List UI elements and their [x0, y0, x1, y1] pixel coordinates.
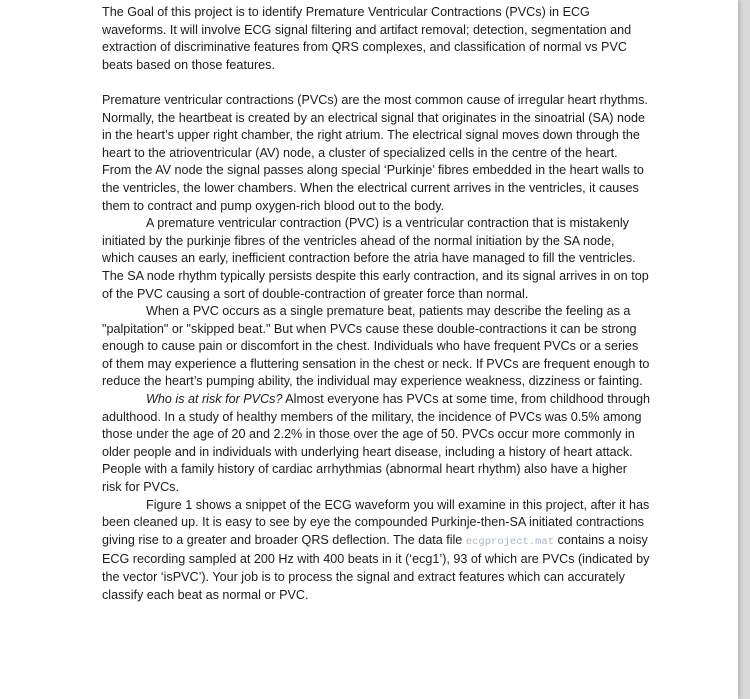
risk-text: Almost everyone has PVCs at some time, from childhood through adulthood. In a study of healthy members of the military, the incidence of PVCs was 0.5% among those under the age of 20 and 2.2% in those over the age of 50. PVCs occur more commonly in older people and in individuals with underlying heart disease, including a history of heart attack. People with a family history of cardiac arrhythmias (abnormal heart rhythm) also have a higher risk for PVCs. [102, 392, 650, 495]
intro-paragraph: The Goal of this project is to identify Premature Ventricular Contractions (PVCs) in ECG waveforms. It will involve ECG signal filtering and artifact removal; detection, segmentation and extraction of discriminative features from QRS complexes, and classification of normal vs PVC beats based on those features. [102, 5, 632, 72]
data-file-name: ecgproject.mat [465, 535, 555, 548]
pvc-definition-paragraph: A premature ventricular contraction (PVC) is a ventricular contraction that is mistakenly initiated by the purkinje fibres of the ventricles ahead of the normal initiation by the SA node, which causes an early, inefficient contraction before the atria have managed to fill the ventricles. The SA node rhythm typically persists despite this early contraction, and its signal arrives in on top of the PVC causing a sort of double-contraction of greater force than normal. [102, 216, 649, 301]
document-body [102, 4, 650, 604]
project-text-end: contains a noisy ECG recording sampled at 200 Hz with 400 beats in it (‘ecg1’), 93 of which are PVCs (indicated by the vector ‘isPVC’). Your job is to process the signal and extract features which can accurately classify each beat as normal or PVC. [102, 532, 650, 602]
risk-heading: Who is at risk for PVCs? [146, 392, 283, 407]
project-text-start: Figure 1 shows a snippet of the ECG waveform you will examine in this project, after it has been cleaned up. It is easy to see by eye the compounded Purkinje-then-SA initiated contractions giving rise to a greater and broader QRS deflection. The data file [102, 497, 650, 547]
pvc-symptoms-paragraph: When a PVC occurs as a single premature beat, patients may describe the feeling as a "palpitation" or "skipped beat." But when PVCs cause these double-contractions it can be strong enough to cause pain or discomfort in the chest. Individuals who have frequent PVCs or a series of them may experience a fluttering sensation in the chest or neck. If PVCs are frequent enough to reduce the heart’s pumping ability, the individual may experience weakness, dizziness or fainting. [102, 304, 650, 389]
project-paragraph [102, 497, 650, 605]
risk-paragraph [102, 391, 650, 497]
pvc-background-paragraph: Premature ventricular contractions (PVCs) are the most common cause of irregular heart rhythms. Normally, the heartbeat is created by an electrical signal that originates in the sinoatrial (SA) node in the heart’s upper right chamber, the right atrium. The electrical signal moves down through the heart to the atrioventricular (AV) node, a cluster of specialized cells in the centre of the heart. From the AV node the signal passes along special ‘Purkinje’ fibres embedded in the heart walls to the ventricles, the lower chambers. When the electrical current arrives in the ventricles, it causes them to contract and pump oxygen-rich blood out to the body. [102, 92, 648, 213]
